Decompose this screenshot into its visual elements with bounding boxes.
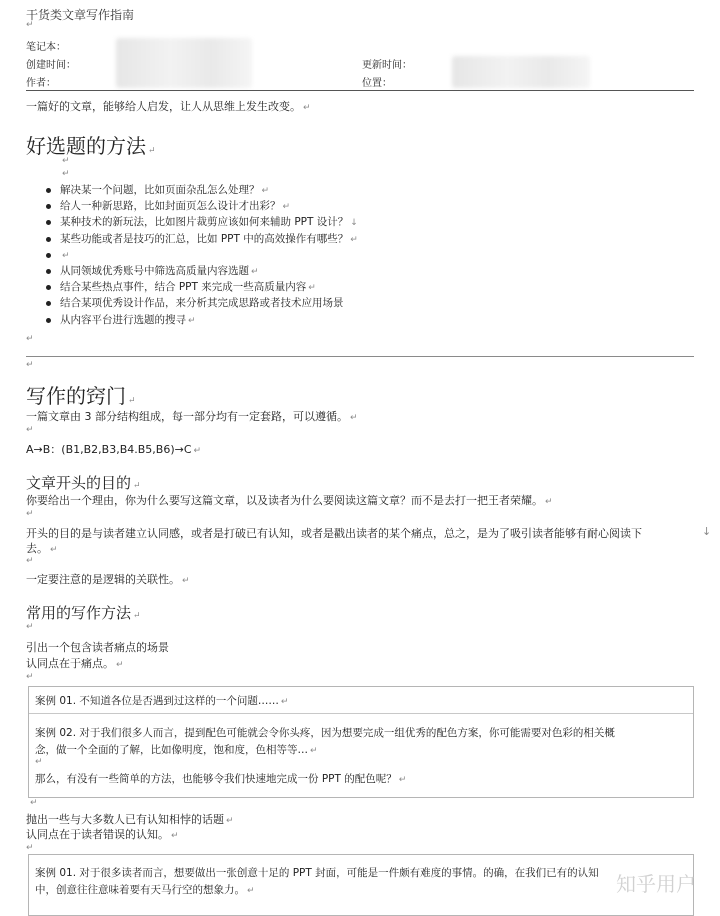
case-2-text-cont: 念，做一个全面的了解，比如像明度，饱和度，色相等等… ↵ xyxy=(35,744,318,756)
case-1-text-cont: 中，创意往往意味着要有天马行空的想象力。 ↵ xyxy=(35,884,255,896)
method-2-desc: 认同点在于读者错误的认知。 ↵ xyxy=(26,828,179,841)
topic-bullet-list xyxy=(44,182,358,328)
method-2-title: 抛出一些与大多数人已有认知相悖的话题 ↵ xyxy=(26,813,234,826)
blurred-meta-values xyxy=(116,38,252,88)
heading-good-topic: 好选题的方法 ↵ xyxy=(26,134,156,158)
paragraph-mark: ↵ xyxy=(62,169,70,179)
opening-paragraph-3: 一定要注意的是逻辑的关联性。 ↵ xyxy=(26,573,190,586)
case-box-2 xyxy=(28,854,694,916)
paragraph-mark: ↵ xyxy=(26,672,34,682)
list-item: 解决某一个问题，比如页面杂乱怎么处理？ ↵ xyxy=(44,182,358,198)
blurred-meta-values xyxy=(452,56,590,88)
updated-label: 更新时间： xyxy=(362,60,412,71)
created-label: 创建时间： xyxy=(26,60,76,71)
line-break-mark: ↓ xyxy=(702,525,712,538)
paragraph-mark: ↵ xyxy=(26,20,34,30)
method-1-title: 引出一个包含读者痛点的场景 xyxy=(26,641,169,654)
paragraph-mark: ↵ xyxy=(26,360,34,370)
location-label: 位置： xyxy=(362,78,392,89)
paragraph-mark: ↵ xyxy=(26,425,34,435)
method-1-desc: 认同点在于痛点。 ↵ xyxy=(26,657,124,670)
opening-paragraph-1: 你要给出一个理由，你为什么要写这篇文章，以及读者为什么要阅读这篇文章？而不是去打一把王者荣耀。 ↵ xyxy=(26,494,553,507)
heading-opening-purpose: 文章开头的目的 ↵ xyxy=(26,474,141,492)
list-item: ↵ xyxy=(44,247,358,263)
paragraph-mark: ↵ xyxy=(26,334,34,344)
notebook-label: 笔记本： xyxy=(26,42,66,53)
case-1-text: 案例 01. 不知道各位是否遇到过这样的一个问题…… ↵ xyxy=(35,695,289,707)
list-item: 结合某项优秀设计作品，来分析其完成思路或者技术应用场景 xyxy=(44,295,358,311)
paragraph-mark: ↵ xyxy=(26,843,34,853)
case-box-1 xyxy=(28,686,694,798)
list-item: 从同领域优秀账号中筛选高质量内容选题 ↵ xyxy=(44,263,358,279)
case-1-text: 案例 01. 对于很多读者而言，想要做出一张创意十足的 PPT 封面，可能是一件颇有难度的事情。的确，在我们已有的认知 xyxy=(35,867,599,879)
paragraph-mark: ↵ xyxy=(35,757,43,767)
list-item: 某些功能或者是技巧的汇总，比如 PPT 中的高效操作有哪些？ ↵ xyxy=(44,231,358,247)
paragraph-mark: ↵ xyxy=(26,622,34,632)
case-2-question: 那么，有没有一些简单的方法，也能够令我们快速地完成一份 PPT 的配色呢？ ↵ xyxy=(35,773,407,785)
list-item: 结合某些热点事件，结合 PPT 来完成一些高质量内容 ↵ xyxy=(44,279,358,295)
structure-line: 一篇文章由 3 部分结构组成，每一部分均有一定套路，可以遵循。 ↵ xyxy=(26,410,358,423)
opening-paragraph-2-cont: 去。 ↵ xyxy=(26,542,58,555)
list-item: 某种技术的新玩法，比如图片裁剪应该如何来辅助 PPT 设计？ ↓ xyxy=(44,214,358,230)
heading-writing-tips: 写作的窍门 ↵ xyxy=(26,384,136,408)
intro-line: 一篇好的文章，能够给人启发，让人从思维上发生改变。 ↵ xyxy=(26,100,311,113)
paragraph-mark: ↵ xyxy=(26,509,34,519)
list-item: 从内容平台进行选题的搜寻 ↵ xyxy=(44,312,358,328)
case-2-text: 案例 02. 对于我们很多人而言，提到配色可能就会令你头疼，因为想要完成一组优秀的配色方案，你可能需要对色彩的相关概 xyxy=(35,727,615,739)
paragraph-mark: ↵ xyxy=(30,798,38,808)
heading-common-methods: 常用的写作方法 ↵ xyxy=(26,604,141,622)
section-divider xyxy=(26,356,694,357)
zhihu-watermark: 知乎用户 xyxy=(616,872,696,896)
meta-divider xyxy=(26,90,694,91)
author-label: 作者： xyxy=(26,78,56,89)
doc-title: 干货类文章写作指南 xyxy=(26,8,135,22)
opening-paragraph-2: 开头的目的是与读者建立认同感，或者是打破已有认知，或者是戳出读者的某个痛点，总之，是为了吸引读者能够有耐心阅读下 xyxy=(26,527,642,540)
paragraph-mark: ↵ xyxy=(62,156,70,166)
structure-formula: A→B：(B1,B2,B3,B4.B5,B6)→C ↵ xyxy=(26,443,202,456)
list-item: 给人一种新思路，比如封面页怎么设计才出彩？ ↵ xyxy=(44,198,358,214)
paragraph-mark: ↵ xyxy=(26,556,34,566)
